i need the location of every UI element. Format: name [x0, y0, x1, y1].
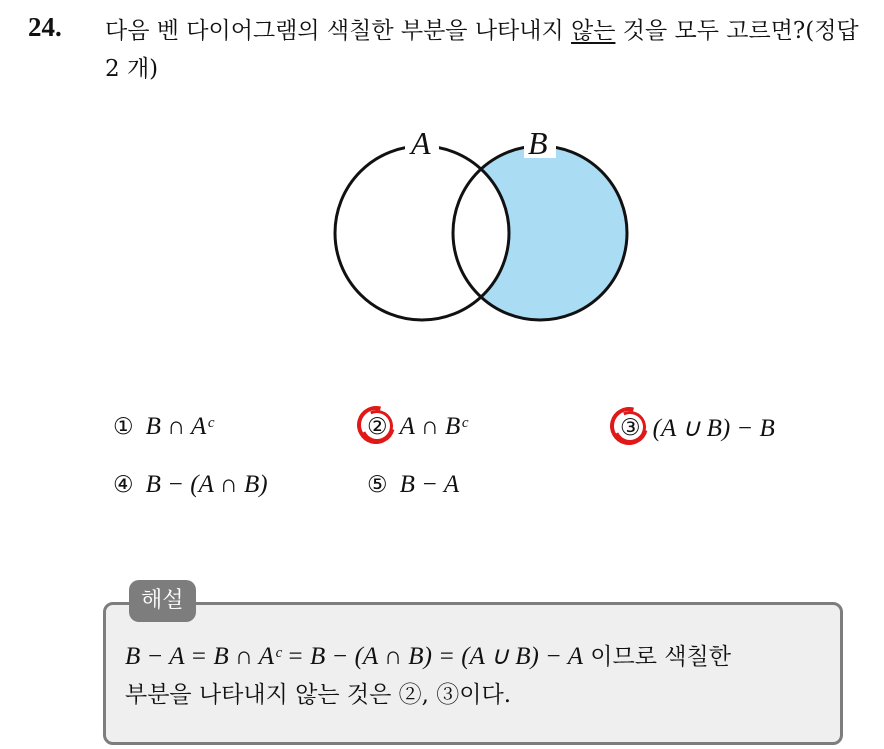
- choice-1-number: ①: [113, 414, 134, 440]
- choice-2-number-text: ②: [367, 414, 388, 440]
- choice-2-number: [367, 414, 388, 440]
- venn-circle-a: [335, 146, 509, 320]
- question-text-before: 다음 벤 다이어그램의 색칠한 부분을 나타내지: [105, 18, 572, 44]
- solution-line2: 부분을 나타내지 않는 것은 ②, ③이다.: [125, 682, 512, 708]
- choice-3-number: [620, 415, 641, 441]
- choice-3-expression: (A ∪ B) − B: [652, 415, 775, 442]
- solution-tag: 해설: [129, 580, 196, 622]
- choice-5-expression: B − A: [399, 471, 460, 498]
- question-text-underlined: 않는: [571, 18, 616, 44]
- venn-shaded-region: [440, 140, 640, 330]
- choice-1-expression: B ∩ Aᶜ: [145, 413, 213, 440]
- solution-line1-text: 이므로 색칠한: [583, 644, 731, 670]
- question-text-after: 것을 모두 고르면?(정답 2 개): [105, 18, 859, 82]
- solution-text: [125, 638, 825, 714]
- venn-label-b: B: [528, 125, 548, 161]
- choice-2-expression: A ∩ Bᶜ: [399, 413, 467, 440]
- venn-label-a: A: [411, 125, 431, 161]
- choice-5-number: ⑤: [367, 472, 388, 498]
- choice-5[interactable]: [367, 471, 459, 499]
- solution-equation: B − A = B ∩ Aᶜ = B − (A ∩ B) = (A ∪ B) − A: [125, 643, 583, 670]
- choice-4[interactable]: [113, 471, 268, 499]
- choice-4-expression: B − (A ∩ B): [145, 471, 268, 498]
- choice-3-number-text: ③: [620, 415, 641, 441]
- question-number: 24.: [28, 12, 62, 42]
- choice-4-number: ④: [113, 472, 134, 498]
- choice-1[interactable]: [113, 413, 213, 441]
- choice-2[interactable]: [367, 413, 467, 441]
- choice-3[interactable]: [620, 413, 775, 443]
